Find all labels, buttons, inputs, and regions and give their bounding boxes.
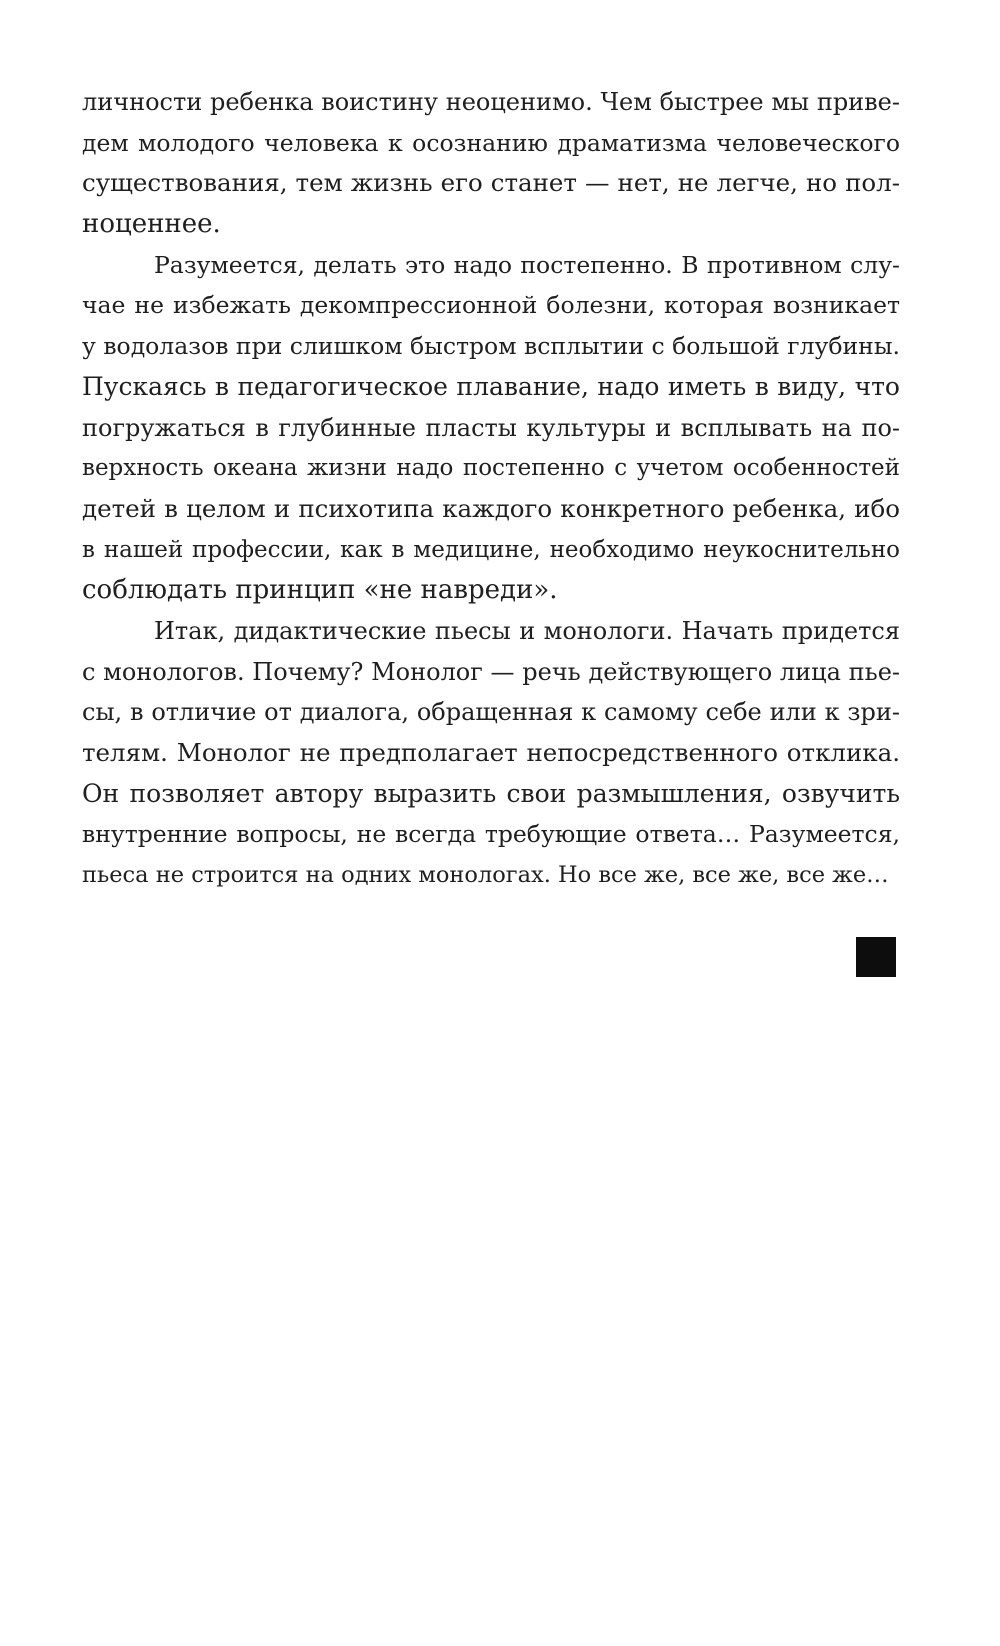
text-line: сы, в отличие от диалога, обращенная к самому себе или к зри- — [82, 698, 900, 727]
text-line: детей в целом и психотипа каждого конкретного ребенка, ибо — [82, 493, 900, 523]
text-line: личности ребенка воистину неоценимо. Чем быстрее мы приве- — [82, 88, 900, 116]
text-line: пьеса не строится на одних монологах. Но все же, все же, все же… — [82, 862, 889, 889]
paragraph-2 — [82, 245, 900, 611]
text-line: телям. Монолог не предполагает непосредственного отклика. — [82, 738, 900, 767]
text-line: Он позволяет автору выразить свои размышления, озвучить — [82, 778, 900, 808]
paragraph-1 — [82, 82, 900, 245]
paragraph-3 — [82, 611, 900, 896]
text-line: чае не избежать декомпрессионной болезни, которая возникает — [82, 291, 900, 320]
text-line: существования, тем жизнь его станет — нет, не легче, но пол- — [82, 168, 900, 198]
body-text — [82, 82, 900, 896]
black-square-icon — [856, 937, 896, 977]
text-line: Итак, дидактические пьесы и монологи. Начать придется — [154, 616, 900, 645]
text-line: дем молодого человека к осознанию драматизма человеческого — [82, 128, 900, 157]
text-line: внутренние вопросы, не всегда требующие ответа… Разумеется, — [82, 820, 900, 849]
text-line: в нашей профессии, как в медицине, необходимо неукоснительно — [82, 536, 900, 563]
text-line: погружаться в глубинные пласты культуры и всплывать на по- — [82, 413, 900, 442]
text-line: Разумеется, делать это надо постепенно. В противном слу- — [154, 250, 900, 279]
text-line: соблюдать принцип «не навреди». — [82, 575, 558, 606]
text-line: с монологов. Почему? Монолог — речь действующего лица пье- — [82, 657, 900, 686]
text-line: верхность океана жизни надо постепенно с учетом особенностей — [82, 455, 900, 482]
text-line: ноценнее. — [82, 209, 221, 240]
text-line: Пускаясь в педагогическое плавание, надо иметь в виду, что — [82, 371, 900, 401]
text-line: у водолазов при слишком быстром всплытии с большой глубины. — [82, 332, 900, 361]
